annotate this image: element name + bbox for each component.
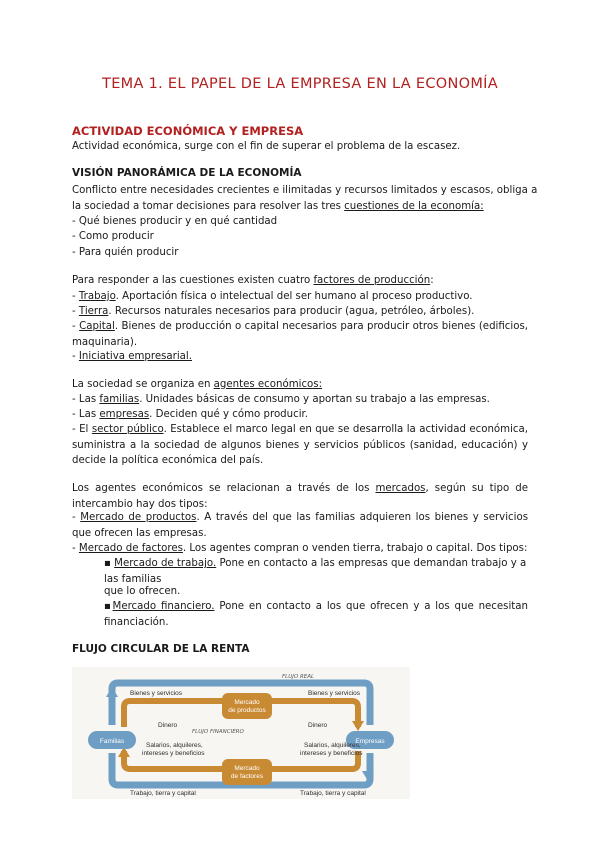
flow-label: Trabajo, tierra y capital	[300, 790, 366, 797]
flow-label: intereses y beneficios	[300, 750, 363, 757]
list-item: - Mercado de productos. A través del que las familias adquieren los bienes y servicios que ofrecen las empresas.	[72, 512, 528, 539]
factor-market-label: Mercado	[234, 765, 260, 772]
section-heading-vision: VISIÓN PANORÁMICA DE LA ECONOMÍA	[72, 167, 302, 179]
section-heading-actividad: ACTIVIDAD ECONÓMICA Y EMPRESA	[72, 124, 304, 138]
firms-label: Empresas	[355, 738, 385, 745]
page-title: TEMA 1. EL PAPEL DE LA EMPRESA EN LA ECONOMÍA	[102, 76, 498, 92]
flow-label: Salarios, alquileres,	[304, 742, 361, 749]
circular-flow-diagram	[72, 667, 410, 799]
underlined-term: cuestiones de la economía:	[344, 201, 484, 212]
sub-list-item-continuation: que lo ofrecen.	[104, 586, 181, 597]
product-market-label: de productos	[228, 707, 266, 714]
flow-label: Trabajo, tierra y capital	[130, 790, 196, 797]
sub-list-item: ▪Mercado financiero. Pone en contacto a los que ofrecen y a los que necesitan financiación.	[104, 601, 528, 628]
factor-market-node	[222, 759, 272, 785]
section-heading-flujo: FLUJO CIRCULAR DE LA RENTA	[72, 643, 250, 655]
paragraph: Los agentes económicos se relacionan a través de los mercados, según su tipo de intercambio hay dos tipos:	[72, 483, 529, 510]
handwritten-note: FLUJO FINANCIERO	[192, 729, 244, 735]
product-market-label: Mercado	[234, 699, 260, 706]
product-market-node	[222, 693, 272, 719]
list-item: - Las empresas. Deciden qué y cómo producir.	[72, 409, 309, 420]
flow-label: Dinero	[308, 722, 328, 729]
factor-market-label: de factores	[230, 773, 264, 780]
flow-label: Salarios, alquileres,	[146, 742, 203, 749]
paragraph: Conflicto entre necesidades crecientes e ilimitadas y recursos limitados y escasos, obliga a	[72, 185, 538, 196]
list-item: - Mercado de factores. Los agentes compran o venden tierra, trabajo o capital. Dos tipos:	[72, 543, 528, 554]
families-label: Familias	[99, 738, 125, 745]
list-item: - Capital. Bienes de producción o capital necesarios para producir otros bienes (edificios, maquinaria).	[72, 321, 528, 348]
sub-list-item: ▪ Mercado de trabajo. Pone en contacto a las empresas que demandan trabajo y a las familias	[104, 558, 527, 585]
arrow-icon	[106, 687, 118, 697]
flow-label: Dinero	[158, 722, 178, 729]
list-item: - El sector público. Establece el marco legal en que se desarrolla la actividad económica, suministra a la sociedad de algunos bienes y servicios públicos (sanidad, educación) y decide la política económica del país.	[72, 424, 528, 467]
list-item: - Como producir	[72, 231, 154, 242]
list-item: - Qué bienes producir y en qué cantidad	[72, 216, 278, 227]
paragraph: La sociedad se organiza en agentes económicos:	[72, 379, 323, 390]
list-item: - Las familias. Unidades básicas de consumo y aportan su trabajo a las empresas.	[72, 394, 490, 405]
paragraph: Para responder a las cuestiones existen cuatro factores de producción:	[72, 275, 434, 286]
list-item: - Iniciativa empresarial.	[72, 351, 192, 362]
handwritten-note: FLUJO REAL	[282, 674, 315, 680]
arrow-icon	[352, 721, 364, 731]
flow-label: Bienes y servicios	[130, 690, 183, 697]
paragraph: Actividad económica, surge con el fin de superar el problema de la escasez.	[72, 141, 461, 152]
list-item: - Tierra. Recursos naturales necesarios para producir (agua, petróleo, árboles).	[72, 306, 475, 317]
flow-label: intereses y beneficios	[142, 750, 205, 757]
list-item: - Trabajo. Aportación física o intelectual del ser humano al proceso productivo.	[72, 291, 473, 302]
list-item: - Para quién producir	[72, 247, 179, 258]
paragraph: la sociedad a tomar decisiones para resolver las tres cuestiones de la economía:	[72, 201, 484, 212]
flow-label: Bienes y servicios	[308, 690, 361, 697]
